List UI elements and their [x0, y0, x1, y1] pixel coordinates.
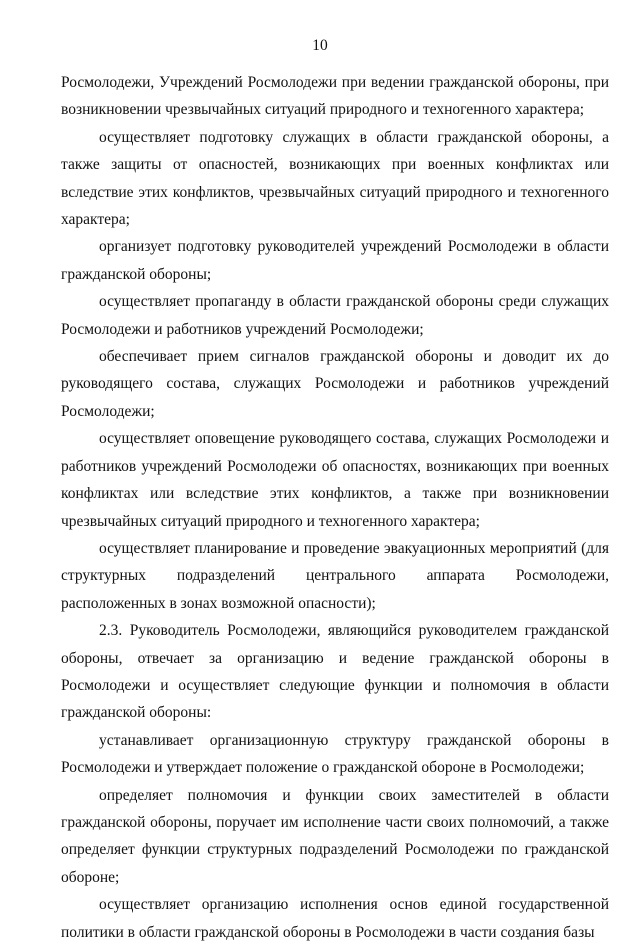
paragraph-10: определяет полномочия и функции своих заместителей в области гражданской обороны, поручает им исполнение части своих полномочий, а также определяет функции структурных подразделений Росмолодежи по гражданской обороне;: [61, 786, 609, 886]
paragraph-7: осуществляет планирование и проведение эвакуационных мероприятий (для структурных подразделений центрального аппарата Росмолодежи, расположенных в зонах возможной опасности);: [61, 539, 609, 612]
paragraph-11: осуществляет организацию исполнения основ единой государственной политики в области гражданской обороны в Росмолодежи в части создания базы: [61, 896, 609, 941]
page-number: 10: [312, 37, 328, 54]
document-body: [61, 69, 609, 946]
paragraph-1: Росмолодежи, Учреждений Росмолодежи при ведении гражданской обороны, при возникновении чрезвычайных ситуаций природного и техногенного характера;: [61, 74, 609, 119]
paragraph-2: осуществляет подготовку служащих в области гражданской обороны, а также защиты от опасностей, возникающих при военных конфликтах или вследствие этих конфликтов, чрезвычайных ситуаций природного и техногенного характера;: [61, 128, 609, 229]
paragraph-5: обеспечивает прием сигналов гражданской обороны и доводит их до руководящего состава, служащих Росмолодежи и работников учреждений Росмолодежи;: [61, 348, 609, 420]
paragraph-3: организует подготовку руководителей учреждений Росмолодежи в области гражданской обороны;: [61, 238, 609, 283]
paragraph-8: 2.3. Руководитель Росмолодежи, являющийся руководителем гражданской обороны, отвечает за организацию и ведение гражданской обороны в Росмолодежи и осуществляет следующие функции и полномочия в области гражданской обороны:: [61, 622, 609, 722]
paragraph-4: осуществляет пропаганду в области гражданской обороны среди служащих Росмолодежи и работников учреждений Росмолодежи;: [61, 293, 609, 338]
paragraph-9: устанавливает организационную структуру гражданской обороны в Росмолодежи и утверждает положение о гражданской обороне в Росмолодежи;: [61, 731, 609, 777]
paragraph-6: осуществляет оповещение руководящего состава, служащих Росмолодежи и работников учреждений Росмолодежи об опасностях, возникающих при военных конфликтах или вследствие этих конфликтов, а также при возникновении чрезвычайных ситуаций природного и техногенного характера;: [61, 430, 609, 530]
